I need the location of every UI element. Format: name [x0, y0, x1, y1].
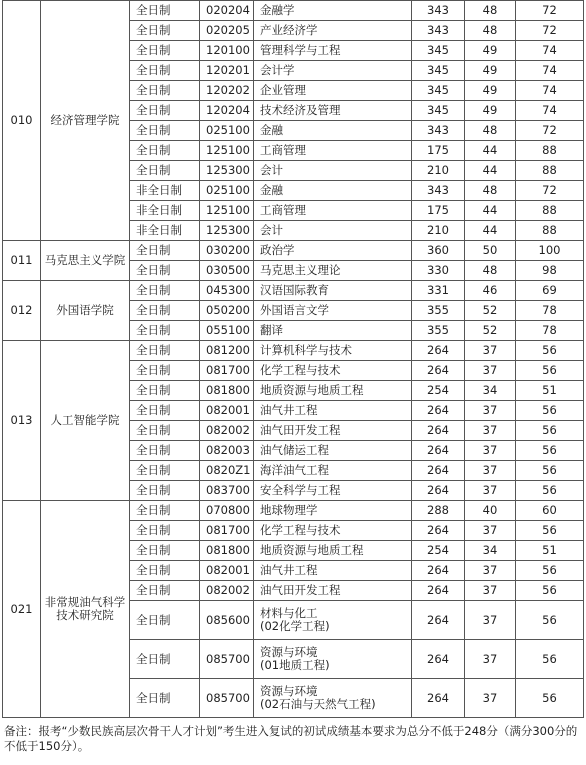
major-code: 081800 — [200, 541, 254, 561]
single-subject-score: 37 — [465, 421, 516, 441]
total-score: 175 — [412, 141, 465, 161]
major-code: 081800 — [200, 381, 254, 401]
multi-subject-score: 56 — [516, 361, 584, 381]
multi-subject-score: 74 — [516, 61, 584, 81]
major-name: 安全科学与工程 — [254, 481, 412, 501]
total-score: 264 — [412, 481, 465, 501]
single-subject-score: 48 — [465, 121, 516, 141]
study-mode: 全日制 — [130, 21, 200, 41]
study-mode: 全日制 — [130, 541, 200, 561]
single-subject-score: 37 — [465, 441, 516, 461]
score-table — [2, 0, 584, 718]
single-subject-score: 37 — [465, 679, 516, 718]
total-score: 343 — [412, 21, 465, 41]
total-score: 210 — [412, 221, 465, 241]
single-subject-score: 48 — [465, 1, 516, 21]
department-code: 012 — [3, 281, 41, 341]
multi-subject-score: 60 — [516, 501, 584, 521]
total-score: 210 — [412, 161, 465, 181]
multi-subject-score: 72 — [516, 121, 584, 141]
total-score: 345 — [412, 101, 465, 121]
major-code: 083700 — [200, 481, 254, 501]
multi-subject-score: 100 — [516, 241, 584, 261]
total-score: 360 — [412, 241, 465, 261]
single-subject-score: 37 — [465, 561, 516, 581]
total-score: 264 — [412, 581, 465, 601]
department-name: 外国语学院 — [41, 281, 130, 341]
major-code: 025100 — [200, 181, 254, 201]
major-code: 125100 — [200, 141, 254, 161]
study-mode: 全日制 — [130, 101, 200, 121]
major-name: 油气田开发工程 — [254, 581, 412, 601]
major-name: 工商管理 — [254, 141, 412, 161]
major-code: 0820Z1 — [200, 461, 254, 481]
total-score: 264 — [412, 601, 465, 640]
major-code: 120201 — [200, 61, 254, 81]
total-score: 345 — [412, 41, 465, 61]
single-subject-score: 37 — [465, 601, 516, 640]
department-code: 011 — [3, 241, 41, 281]
single-subject-score: 44 — [465, 161, 516, 181]
major-code: 045300 — [200, 281, 254, 301]
study-mode: 全日制 — [130, 640, 200, 679]
study-mode: 全日制 — [130, 321, 200, 341]
multi-subject-score: 72 — [516, 181, 584, 201]
major-name: 资源与环境 (01地质工程) — [254, 640, 412, 679]
multi-subject-score: 98 — [516, 261, 584, 281]
study-mode: 全日制 — [130, 1, 200, 21]
major-code: 082002 — [200, 421, 254, 441]
major-code: 082002 — [200, 581, 254, 601]
total-score: 264 — [412, 521, 465, 541]
major-code: 085600 — [200, 601, 254, 640]
single-subject-score: 44 — [465, 221, 516, 241]
multi-subject-score: 51 — [516, 381, 584, 401]
major-code: 120202 — [200, 81, 254, 101]
single-subject-score: 37 — [465, 640, 516, 679]
multi-subject-score: 78 — [516, 321, 584, 341]
total-score: 264 — [412, 441, 465, 461]
study-mode: 全日制 — [130, 401, 200, 421]
multi-subject-score: 69 — [516, 281, 584, 301]
study-mode: 全日制 — [130, 281, 200, 301]
multi-subject-score: 88 — [516, 161, 584, 181]
total-score: 254 — [412, 381, 465, 401]
total-score: 264 — [412, 341, 465, 361]
study-mode: 全日制 — [130, 521, 200, 541]
total-score: 264 — [412, 561, 465, 581]
multi-subject-score: 88 — [516, 141, 584, 161]
single-subject-score: 40 — [465, 501, 516, 521]
study-mode: 非全日制 — [130, 221, 200, 241]
single-subject-score: 50 — [465, 241, 516, 261]
major-name: 金融 — [254, 181, 412, 201]
single-subject-score: 48 — [465, 181, 516, 201]
study-mode: 全日制 — [130, 301, 200, 321]
multi-subject-score: 56 — [516, 441, 584, 461]
study-mode: 全日制 — [130, 581, 200, 601]
multi-subject-score: 56 — [516, 561, 584, 581]
major-code: 120204 — [200, 101, 254, 121]
study-mode: 全日制 — [130, 121, 200, 141]
table-row — [3, 241, 584, 261]
study-mode: 全日制 — [130, 161, 200, 181]
major-name: 材料与化工 (02化学工程) — [254, 601, 412, 640]
study-mode: 全日制 — [130, 261, 200, 281]
total-score: 264 — [412, 401, 465, 421]
major-name: 马克思主义理论 — [254, 261, 412, 281]
multi-subject-score: 74 — [516, 101, 584, 121]
single-subject-score: 48 — [465, 21, 516, 41]
multi-subject-score: 56 — [516, 640, 584, 679]
single-subject-score: 49 — [465, 101, 516, 121]
department-code: 013 — [3, 341, 41, 501]
study-mode: 全日制 — [130, 601, 200, 640]
major-name: 化学工程与技术 — [254, 361, 412, 381]
multi-subject-score: 56 — [516, 601, 584, 640]
total-score: 345 — [412, 61, 465, 81]
major-code: 050200 — [200, 301, 254, 321]
single-subject-score: 52 — [465, 321, 516, 341]
multi-subject-score: 56 — [516, 401, 584, 421]
major-code: 085700 — [200, 640, 254, 679]
major-name: 油气井工程 — [254, 561, 412, 581]
major-name: 工商管理 — [254, 201, 412, 221]
major-code: 030500 — [200, 261, 254, 281]
single-subject-score: 49 — [465, 61, 516, 81]
department-name: 人工智能学院 — [41, 341, 130, 501]
study-mode: 全日制 — [130, 461, 200, 481]
total-score: 175 — [412, 201, 465, 221]
multi-subject-score: 56 — [516, 581, 584, 601]
major-name: 汉语国际教育 — [254, 281, 412, 301]
single-subject-score: 37 — [465, 361, 516, 381]
total-score: 343 — [412, 121, 465, 141]
major-name: 海洋油气工程 — [254, 461, 412, 481]
major-code: 081700 — [200, 521, 254, 541]
major-code: 125100 — [200, 201, 254, 221]
major-code: 070800 — [200, 501, 254, 521]
study-mode: 全日制 — [130, 341, 200, 361]
multi-subject-score: 56 — [516, 481, 584, 501]
major-code: 125300 — [200, 221, 254, 241]
major-name: 企业管理 — [254, 81, 412, 101]
total-score: 264 — [412, 461, 465, 481]
major-name: 管理科学与工程 — [254, 41, 412, 61]
major-name: 外国语言文学 — [254, 301, 412, 321]
major-name: 油气储运工程 — [254, 441, 412, 461]
major-code: 125300 — [200, 161, 254, 181]
major-name: 金融 — [254, 121, 412, 141]
major-name: 技术经济及管理 — [254, 101, 412, 121]
total-score: 264 — [412, 361, 465, 381]
major-name: 金融学 — [254, 1, 412, 21]
multi-subject-score: 56 — [516, 461, 584, 481]
total-score: 331 — [412, 281, 465, 301]
study-mode: 全日制 — [130, 421, 200, 441]
multi-subject-score: 72 — [516, 1, 584, 21]
single-subject-score: 37 — [465, 481, 516, 501]
major-name: 计算机科学与技术 — [254, 341, 412, 361]
study-mode: 全日制 — [130, 241, 200, 261]
single-subject-score: 48 — [465, 261, 516, 281]
study-mode: 全日制 — [130, 141, 200, 161]
study-mode: 非全日制 — [130, 181, 200, 201]
major-name: 资源与环境 (02石油与天然气工程) — [254, 679, 412, 718]
multi-subject-score: 56 — [516, 521, 584, 541]
major-code: 085700 — [200, 679, 254, 718]
single-subject-score: 46 — [465, 281, 516, 301]
major-name: 会计学 — [254, 61, 412, 81]
study-mode: 全日制 — [130, 381, 200, 401]
total-score: 343 — [412, 1, 465, 21]
total-score: 355 — [412, 301, 465, 321]
major-code: 082001 — [200, 401, 254, 421]
major-code: 030200 — [200, 241, 254, 261]
major-name: 政治学 — [254, 241, 412, 261]
study-mode: 全日制 — [130, 481, 200, 501]
major-code: 082001 — [200, 561, 254, 581]
single-subject-score: 44 — [465, 201, 516, 221]
major-code: 120100 — [200, 41, 254, 61]
major-name: 地球物理学 — [254, 501, 412, 521]
multi-subject-score: 51 — [516, 541, 584, 561]
major-name: 化学工程与技术 — [254, 521, 412, 541]
study-mode: 全日制 — [130, 561, 200, 581]
department-code: 021 — [3, 501, 41, 718]
department-name: 非常规油气科学技术研究院 — [41, 501, 130, 718]
single-subject-score: 37 — [465, 581, 516, 601]
study-mode: 全日制 — [130, 81, 200, 101]
table-row — [3, 501, 584, 521]
major-name: 产业经济学 — [254, 21, 412, 41]
total-score: 264 — [412, 640, 465, 679]
major-name: 会计 — [254, 221, 412, 241]
major-code: 081700 — [200, 361, 254, 381]
multi-subject-score: 56 — [516, 341, 584, 361]
major-name: 油气田开发工程 — [254, 421, 412, 441]
major-name: 油气井工程 — [254, 401, 412, 421]
major-name: 地质资源与地质工程 — [254, 381, 412, 401]
single-subject-score: 49 — [465, 81, 516, 101]
single-subject-score: 34 — [465, 541, 516, 561]
study-mode: 全日制 — [130, 361, 200, 381]
study-mode: 全日制 — [130, 41, 200, 61]
study-mode: 全日制 — [130, 61, 200, 81]
single-subject-score: 37 — [465, 401, 516, 421]
total-score: 264 — [412, 679, 465, 718]
department-name: 马克思主义学院 — [41, 241, 130, 281]
study-mode: 非全日制 — [130, 201, 200, 221]
department-name: 经济管理学院 — [41, 1, 130, 241]
total-score: 254 — [412, 541, 465, 561]
multi-subject-score: 72 — [516, 21, 584, 41]
single-subject-score: 37 — [465, 461, 516, 481]
total-score: 343 — [412, 181, 465, 201]
multi-subject-score: 74 — [516, 41, 584, 61]
major-name: 地质资源与地质工程 — [254, 541, 412, 561]
study-mode: 全日制 — [130, 679, 200, 718]
single-subject-score: 34 — [465, 381, 516, 401]
footnote: 备注：报考“少数民族高层次骨干人才计划”考生进入复试的初试成绩基本要求为总分不低于248分（满分300分的不低于150分）。 — [4, 724, 578, 753]
major-name: 翻译 — [254, 321, 412, 341]
major-code: 025100 — [200, 121, 254, 141]
major-code: 020205 — [200, 21, 254, 41]
multi-subject-score: 56 — [516, 421, 584, 441]
study-mode: 全日制 — [130, 501, 200, 521]
department-code: 010 — [3, 1, 41, 241]
multi-subject-score: 56 — [516, 679, 584, 718]
major-code: 081200 — [200, 341, 254, 361]
table-row — [3, 341, 584, 361]
single-subject-score: 52 — [465, 301, 516, 321]
single-subject-score: 37 — [465, 341, 516, 361]
multi-subject-score: 78 — [516, 301, 584, 321]
score-table-body — [3, 1, 584, 718]
major-code: 020204 — [200, 1, 254, 21]
single-subject-score: 37 — [465, 521, 516, 541]
total-score: 330 — [412, 261, 465, 281]
single-subject-score: 44 — [465, 141, 516, 161]
major-code: 055100 — [200, 321, 254, 341]
multi-subject-score: 88 — [516, 201, 584, 221]
table-row — [3, 1, 584, 21]
single-subject-score: 49 — [465, 41, 516, 61]
major-code: 082003 — [200, 441, 254, 461]
major-name: 会计 — [254, 161, 412, 181]
total-score: 355 — [412, 321, 465, 341]
multi-subject-score: 88 — [516, 221, 584, 241]
table-row — [3, 281, 584, 301]
total-score: 288 — [412, 501, 465, 521]
multi-subject-score: 74 — [516, 81, 584, 101]
study-mode: 全日制 — [130, 441, 200, 461]
total-score: 264 — [412, 421, 465, 441]
total-score: 345 — [412, 81, 465, 101]
